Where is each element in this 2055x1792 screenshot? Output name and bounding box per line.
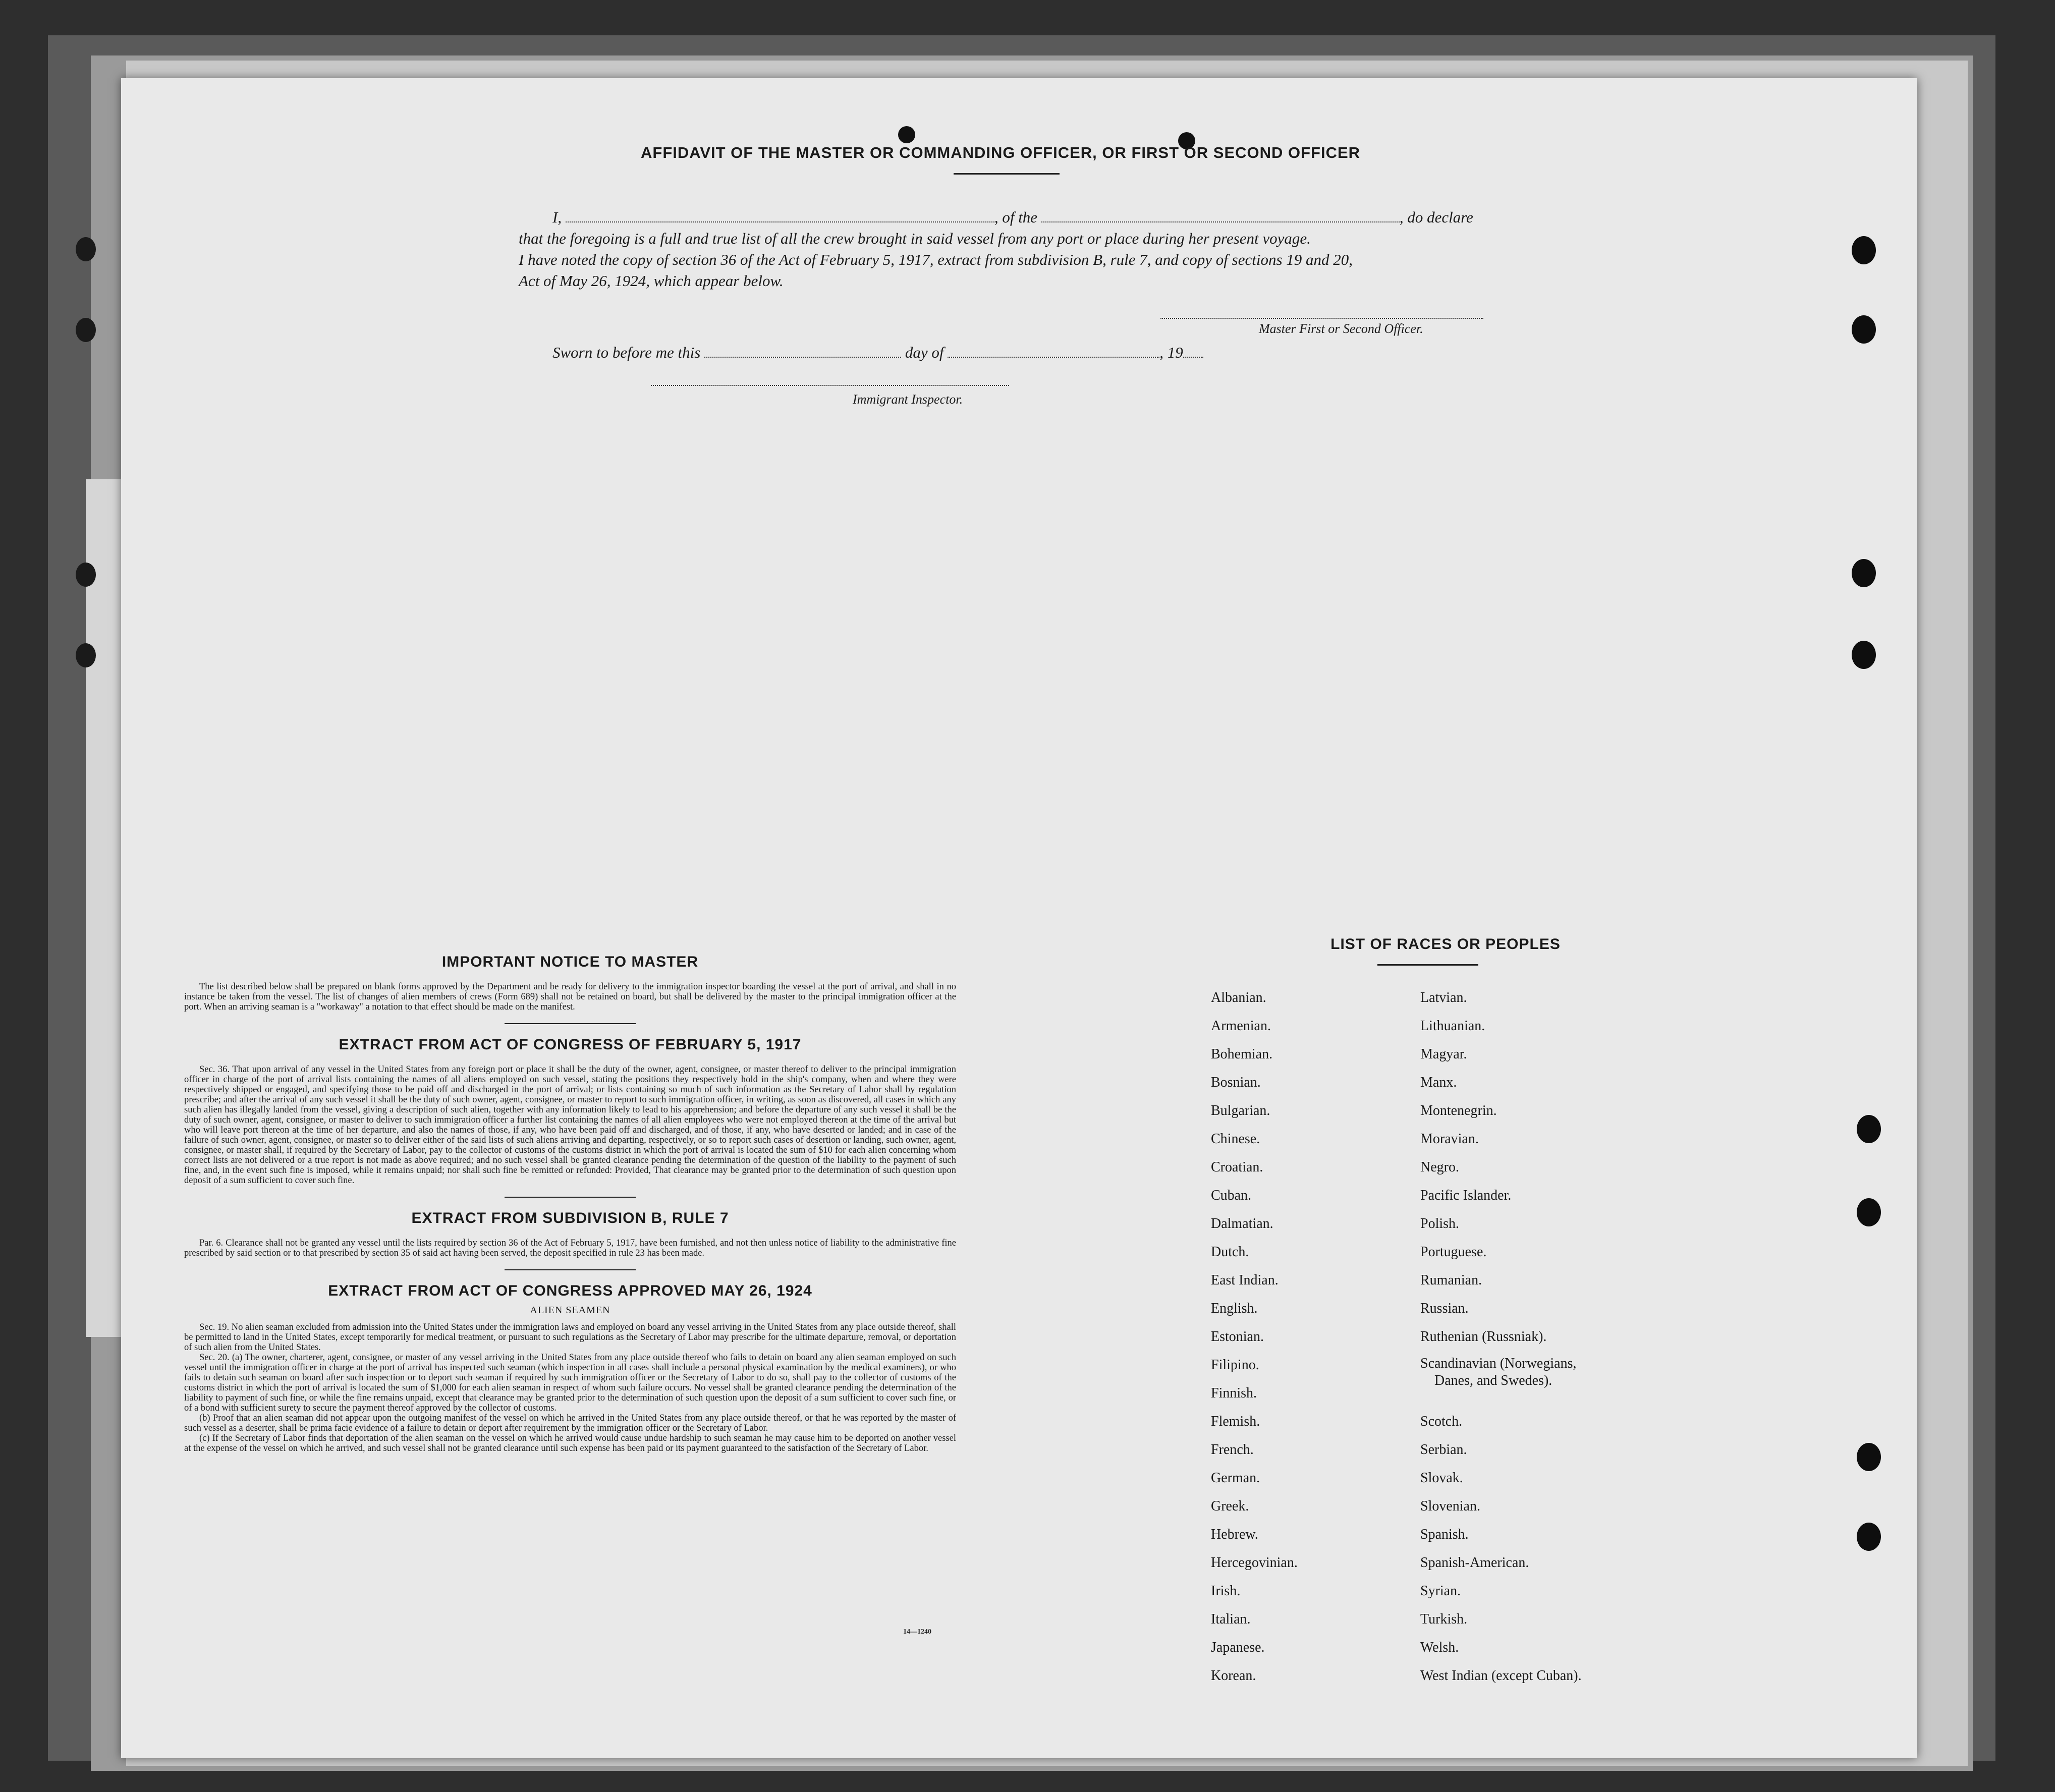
- folded-paper-strip: [86, 479, 121, 1337]
- binder-hole: [76, 563, 96, 587]
- divider: [1377, 964, 1478, 966]
- list-item: Russian.: [1420, 1301, 1469, 1316]
- signature-caption: Master First or Second Officer.: [1259, 321, 1423, 336]
- affidavit-line-1: [552, 207, 1536, 228]
- list-item: Scandinavian (Norwegians,: [1420, 1356, 1577, 1371]
- affidavit-line-2: that the foregoing is a full and true list of all the crew brought in said vessel from any port or place during her present voyage.: [519, 230, 1311, 247]
- form-number: 14—1240: [903, 1628, 931, 1636]
- list-item: Chinese.: [1211, 1131, 1260, 1147]
- document-page: [121, 78, 1917, 1758]
- binder-hole: [1857, 1443, 1881, 1471]
- list-item: Italian.: [1211, 1611, 1251, 1627]
- extract-1917-text: Sec. 36. That upon arrival of any vessel in the United States from any foreign port or place it shall be the duty of the owner, agent, consignee, or master thereof to deliver to the principal immigration officer in charge of the port of arrival lists containing the names of all aliens employed on such vessel, stating the positions they respectively hold in the ship's company, when and where they were respectively shipped or engaged, and specifying those to be paid off and discharged in the port of arrival; or lists containing so much of such information as the Secretary of Labor shall by regulation prescribe; and after the arrival of any such vessel it shall be the duty of such owner, agent, consignee, or master to report to such immigration officer, in writing, as soon as discovered, all cases in which any such alien has illegally landed from the vessel, giving a description of such alien, together with any information likely to lead to his apprehension; and before the departure of any such vessel it shall be the duty of such owner, agent, consignee, or master to deliver to such immigration officer a further list containing the names of all alien employees who were not employed thereon at the time of the arrival but who will leave port thereon at the time of her departure, and also the names of those, if any, who have been paid off and discharged, and of those, if any, who have deserted or landed; and in case of the failure of such owner, agent, consignee, or master so to deliver either of the said lists of such aliens arriving and departing, respectively, or so to report such cases of desertion or landing, such owner, agent, consignee, or master shall, if required by the Secretary of Labor, pay to the collector of customs of the customs district in which the port of arrival is located the sum of $10 for each alien concerning whom correct lists are not delivered or a true report is not made as above required; and no such vessel shall be granted clearance pending the determination of the question of the liability to the payment of such fine, and, in the event such fine is imposed, while it remains unpaid; nor shall such fine be remitted or refunded: Provided, That clearance may be granted prior to the determination of such question upon deposit of a sum sufficient to cover such fine.: [184, 1065, 956, 1186]
- divider: [954, 173, 1060, 175]
- notice-text: The list described below shall be prepared on blank forms approved by the Department and be ready for delivery to the immigration inspector boarding the vessel at the port of arrival, and shall in no instance be taken from the vessel. The list of changes of alien members of crews (Form 689) shall not be retained on board, but shall be delivered by the master to the principal immigration officer at the port. When an arriving seaman is a "workaway" a notation to that effect should be made on the manifest.: [184, 982, 956, 1012]
- list-item: Albanian.: [1211, 990, 1266, 1005]
- binder-hole: [1852, 236, 1876, 264]
- sworn-year: , 19: [1159, 344, 1183, 361]
- list-item: Welsh.: [1420, 1640, 1459, 1655]
- binder-hole: [1852, 559, 1876, 587]
- binder-hole: [1852, 641, 1876, 669]
- sworn-month-blank[interactable]: [948, 357, 1159, 358]
- affidavit-of-the: , of the: [994, 208, 1038, 226]
- name-blank[interactable]: [566, 221, 994, 222]
- list-item: Pacific Islander.: [1420, 1188, 1512, 1203]
- list-item: French.: [1211, 1442, 1254, 1458]
- extract-1924-sec20c: (c) If the Secretary of Labor finds that deportation of the alien seaman on the vessel on which he arrived would cause undue hardship to such seaman he may cause him to be deported on another vessel at the expense of the vessel on which he arrived, and such vessel shall not be granted clearance until such expense has been paid or its payment guaranteed to the satisfaction of the Secretary of Labor.: [184, 1433, 956, 1453]
- extract-1924-sec19: Sec. 19. No alien seaman excluded from admission into the United States under the immigration laws and employed on board any vessel arriving in the United States from any place outside thereof, shall be permitted to land in the United States, except temporarily for medical treatment, or pursuant to such regulations as the Secretary of Labor may prescribe for the ultimate departure, removal, or deportation of such alien from the United States.: [184, 1322, 956, 1353]
- binder-hole: [76, 318, 96, 342]
- list-item: East Indian.: [1211, 1272, 1279, 1288]
- punch-mark: [898, 126, 915, 143]
- races-title: LIST OF RACES OR PEOPLES: [1330, 936, 1561, 953]
- signature-line[interactable]: [1160, 318, 1483, 319]
- list-item: Danes, and Swedes).: [1434, 1373, 1552, 1388]
- list-item: Bosnian.: [1211, 1075, 1261, 1090]
- list-item: Bohemian.: [1211, 1046, 1273, 1062]
- affidavit-title: AFFIDAVIT OF THE MASTER OR COMMANDING OFFICER, OR FIRST OR SECOND OFFICER: [641, 144, 1361, 161]
- list-item: German.: [1211, 1470, 1260, 1486]
- extract-1924-title: EXTRACT FROM ACT OF CONGRESS APPROVED MAY 26, 1924: [328, 1282, 812, 1299]
- divider: [505, 1269, 636, 1270]
- list-item: Manx.: [1420, 1075, 1457, 1090]
- list-item: Dutch.: [1211, 1244, 1249, 1260]
- list-item: Croatian.: [1211, 1159, 1263, 1175]
- binder-hole: [76, 643, 96, 667]
- inspector-caption: Immigrant Inspector.: [853, 392, 963, 407]
- affidavit-declare: , do declare: [1399, 208, 1473, 226]
- list-item: Estonian.: [1211, 1329, 1264, 1345]
- list-item: Latvian.: [1420, 990, 1467, 1005]
- sworn-year-blank[interactable]: [1183, 357, 1203, 358]
- list-item: Syrian.: [1420, 1583, 1461, 1599]
- binder-hole: [76, 237, 96, 261]
- list-item: Finnish.: [1211, 1385, 1257, 1401]
- list-item: Filipino.: [1211, 1357, 1259, 1373]
- races-left-column: [1211, 984, 1298, 1690]
- inspector-signature-line[interactable]: [651, 385, 1009, 386]
- divider: [505, 1197, 636, 1198]
- extract-1924-sec20a: Sec. 20. (a) The owner, charterer, agent, consignee, or master of any vessel arriving in the United States from any place outside thereof who fails to detain on board any alien seaman employed on such vessel until the immigration officer in charge at the port of arrival has inspected such seaman (which inspection in all cases shall include a personal physical examination by the medical examiners), or who fails to detain such seaman on board after such inspection or to deport such seaman if required by such immigration officer or the Secretary of Labor to do so, shall pay to the collector of customs of the customs district in which the port of arrival is located the sum of $1,000 for each alien seaman in respect of whom such failure occurs. No vessel shall be granted clearance pending the determination of the liability to payment of such fine, or while the fine remains unpaid, except that clearance may be granted prior to the determination of such question upon the deposit of a sum sufficient to cover such fine, or of a bond with sufficient surety to secure the payment thereof approved by the collector of customs.: [184, 1353, 956, 1413]
- list-item: Spanish.: [1420, 1527, 1469, 1542]
- list-item: Spanish-American.: [1420, 1555, 1529, 1571]
- list-item: Scotch.: [1420, 1414, 1463, 1429]
- list-item: Serbian.: [1420, 1442, 1467, 1458]
- list-item: Hebrew.: [1211, 1527, 1258, 1542]
- sworn-day-blank[interactable]: [704, 357, 901, 358]
- races-right-column: [1420, 984, 1582, 1690]
- affidavit-line-3: I have noted the copy of section 36 of the Act of February 5, 1917, extract from subdivision B, rule 7, and copy of sections 19 and 20,: [519, 251, 1353, 268]
- list-item: Negro.: [1420, 1159, 1459, 1175]
- list-item: Dalmatian.: [1211, 1216, 1273, 1231]
- list-item: Turkish.: [1420, 1611, 1468, 1627]
- list-item: Cuban.: [1211, 1188, 1252, 1203]
- sworn-day-of: day of: [905, 344, 944, 361]
- extract-rule7-text: Par. 6. Clearance shall not be granted any vessel until the lists required by section 36 of the Act of February 5, 1917, have been furnished, and not then unless notice of liability to the administrative fine prescribed by said section or to that prescribed by section 35 of said act having been served, the deposit specified in rule 23 has been made.: [184, 1238, 956, 1258]
- list-item: Irish.: [1211, 1583, 1241, 1599]
- extract-rule7-title: EXTRACT FROM SUBDIVISION B, RULE 7: [411, 1210, 729, 1226]
- list-item-multiline: [1420, 1351, 1582, 1408]
- list-item: Portuguese.: [1420, 1244, 1487, 1260]
- list-item: Flemish.: [1211, 1414, 1260, 1429]
- vessel-blank[interactable]: [1041, 221, 1400, 222]
- divider: [505, 1023, 636, 1024]
- list-item: Lithuanian.: [1420, 1018, 1485, 1034]
- list-item: Bulgarian.: [1211, 1103, 1270, 1118]
- list-item: Japanese.: [1211, 1640, 1265, 1655]
- list-item: Ruthenian (Russniak).: [1420, 1329, 1547, 1345]
- races-list-section: [1211, 936, 1665, 1684]
- list-item: Polish.: [1420, 1216, 1460, 1231]
- list-item: Korean.: [1211, 1668, 1256, 1684]
- sworn-prefix: Sworn to before me this: [552, 344, 701, 361]
- extract-1924-subtitle: ALIEN SEAMEN: [530, 1305, 610, 1316]
- binder-hole: [1857, 1115, 1881, 1143]
- list-item: Greek.: [1211, 1498, 1249, 1514]
- list-item: Moravian.: [1420, 1131, 1479, 1147]
- sworn-line: [552, 342, 1203, 363]
- list-item: Hercegovinian.: [1211, 1555, 1298, 1571]
- binder-hole: [1852, 315, 1876, 344]
- notice-title: IMPORTANT NOTICE TO MASTER: [441, 954, 699, 970]
- affidavit-i: I,: [552, 208, 562, 226]
- notices-section: [184, 954, 956, 1453]
- list-item: West Indian (except Cuban).: [1420, 1668, 1582, 1684]
- list-item: Montenegrin.: [1420, 1103, 1497, 1118]
- list-item: Magyar.: [1420, 1046, 1467, 1062]
- list-item: Slovak.: [1420, 1470, 1463, 1486]
- list-item: Rumanian.: [1420, 1272, 1482, 1288]
- extract-1924-sec20b: (b) Proof that an alien seaman did not appear upon the outgoing manifest of the vessel on which he arrived in the United States from any place outside thereof, or that he was reported by the master of such vessel as a deserter, shall be prima facie evidence of a failure to detain or deport after requirement by the immigration officer or the Secretary of Labor.: [184, 1413, 956, 1433]
- binder-hole: [1857, 1198, 1881, 1226]
- list-item: English.: [1211, 1301, 1258, 1316]
- extract-1917-title: EXTRACT FROM ACT OF CONGRESS OF FEBRUARY 5, 1917: [339, 1036, 802, 1053]
- affidavit-section: [505, 144, 1539, 407]
- binder-hole: [1857, 1523, 1881, 1551]
- list-item: Armenian.: [1211, 1018, 1271, 1034]
- list-item: Slovenian.: [1420, 1498, 1480, 1514]
- affidavit-line-4: Act of May 26, 1924, which appear below.: [519, 272, 784, 290]
